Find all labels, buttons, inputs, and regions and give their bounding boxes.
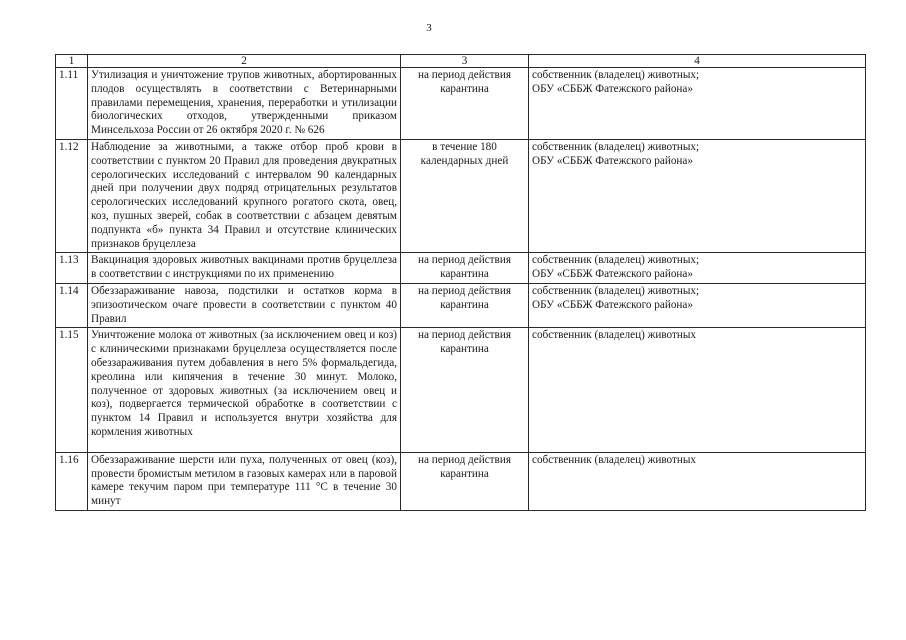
page-number: 3 — [426, 22, 432, 34]
row-number: 1.13 — [56, 253, 88, 284]
table-row — [56, 283, 866, 327]
column-header-number: 1 — [56, 55, 88, 68]
responsible-cell — [529, 452, 866, 510]
responsible-cell — [529, 283, 866, 327]
responsible-line: собственник (владелец) животных; — [532, 254, 700, 267]
responsible-line: ОБУ «СББЖ Фатежского района» — [532, 268, 693, 281]
column-header-term: 3 — [401, 55, 529, 68]
responsible-cell — [529, 139, 866, 252]
responsible-line: ОБУ «СББЖ Фатежского района» — [532, 154, 693, 167]
responsible-cell — [529, 68, 866, 140]
term-text: на период действия карантина — [401, 253, 529, 284]
term-text: на период действия карантина — [401, 452, 529, 510]
table-row — [56, 452, 866, 510]
measures-table — [55, 54, 866, 511]
term-text: в течение 180 календарных дней — [401, 139, 529, 252]
table-row — [56, 253, 866, 284]
responsible-cell — [529, 253, 866, 284]
measure-text: Уничтожение молока от животных (за исключением овец и коз) с клиническими признаками бруцеллеза осуществляется после обеззараживания путем добавления в него 5% формальдегида, креолина или кипячения в течение 30 минут. Молоко, полученное от здоровых животных (за исключением овец и коз), подвергается термической обработке в соответствии с пунктом 14 Правил и используется внутри хозяйства для кормления животных — [88, 328, 401, 452]
row-number: 1.12 — [56, 139, 88, 252]
measure-text: Обеззараживание шерсти или пуха, полученных от овец (коз), провести бромистым метилом в газовых камерах или в паровой камере текучим паром при температуре 111 °С в течение 30 минут — [88, 452, 401, 510]
column-header-responsible: 4 — [529, 55, 866, 68]
term-text: на период действия карантина — [401, 68, 529, 140]
row-number: 1.15 — [56, 328, 88, 452]
column-header-measure: 2 — [88, 55, 401, 68]
responsible-line: собственник (владелец) животных; — [532, 69, 700, 81]
responsible-line: собственник (владелец) животных — [532, 329, 696, 342]
responsible-line: собственник (владелец) животных; — [532, 140, 700, 153]
term-text: на период действия карантина — [401, 328, 529, 452]
table-row — [56, 328, 866, 452]
row-number: 1.11 — [56, 68, 88, 140]
responsible-line: собственник (владелец) животных; — [532, 284, 700, 297]
responsible-line: ОБУ «СББЖ Фатежского района» — [532, 298, 693, 311]
row-number: 1.16 — [56, 452, 88, 510]
measure-text: Наблюдение за животными, а также отбор проб крови в соответствии с пунктом 20 Правил для проведения двукратных серологических исследований с интервалом 90 календарных дней при получении двух подряд отрицательных результатов серологических исследований крупного рогатого скота, овец, коз, пушных зверей, собак в соответствии с абзацем девятым подпункта «б» пункта 34 Правил и отсутствие клинических признаков бруцеллеза — [88, 139, 401, 252]
term-text: на период действия карантина — [401, 283, 529, 327]
measure-text: Утилизация и уничтожение трупов животных, абортированных плодов осуществлять в соответствии с Ветеринарными правилами перемещения, хранения, переработки и утилизации биологических отходов, утвержденными приказом Минсельхоза России от 26 октября 2020 г. № 626 — [88, 68, 401, 140]
table-row — [56, 139, 866, 252]
measure-text: Обеззараживание навоза, подстилки и остатков корма в эпизоотическом очаге провести в соответствии с пунктом 40 Правил — [88, 283, 401, 327]
responsible-cell — [529, 328, 866, 452]
responsible-line: собственник (владелец) животных — [532, 453, 696, 466]
table-row — [56, 68, 866, 140]
row-number: 1.14 — [56, 283, 88, 327]
header-row — [56, 55, 866, 68]
measure-text: Вакцинация здоровых животных вакцинами против бруцеллеза в соответствии с инструкциями по их применению — [88, 253, 401, 284]
responsible-line: ОБУ «СББЖ Фатежского района» — [532, 82, 693, 95]
